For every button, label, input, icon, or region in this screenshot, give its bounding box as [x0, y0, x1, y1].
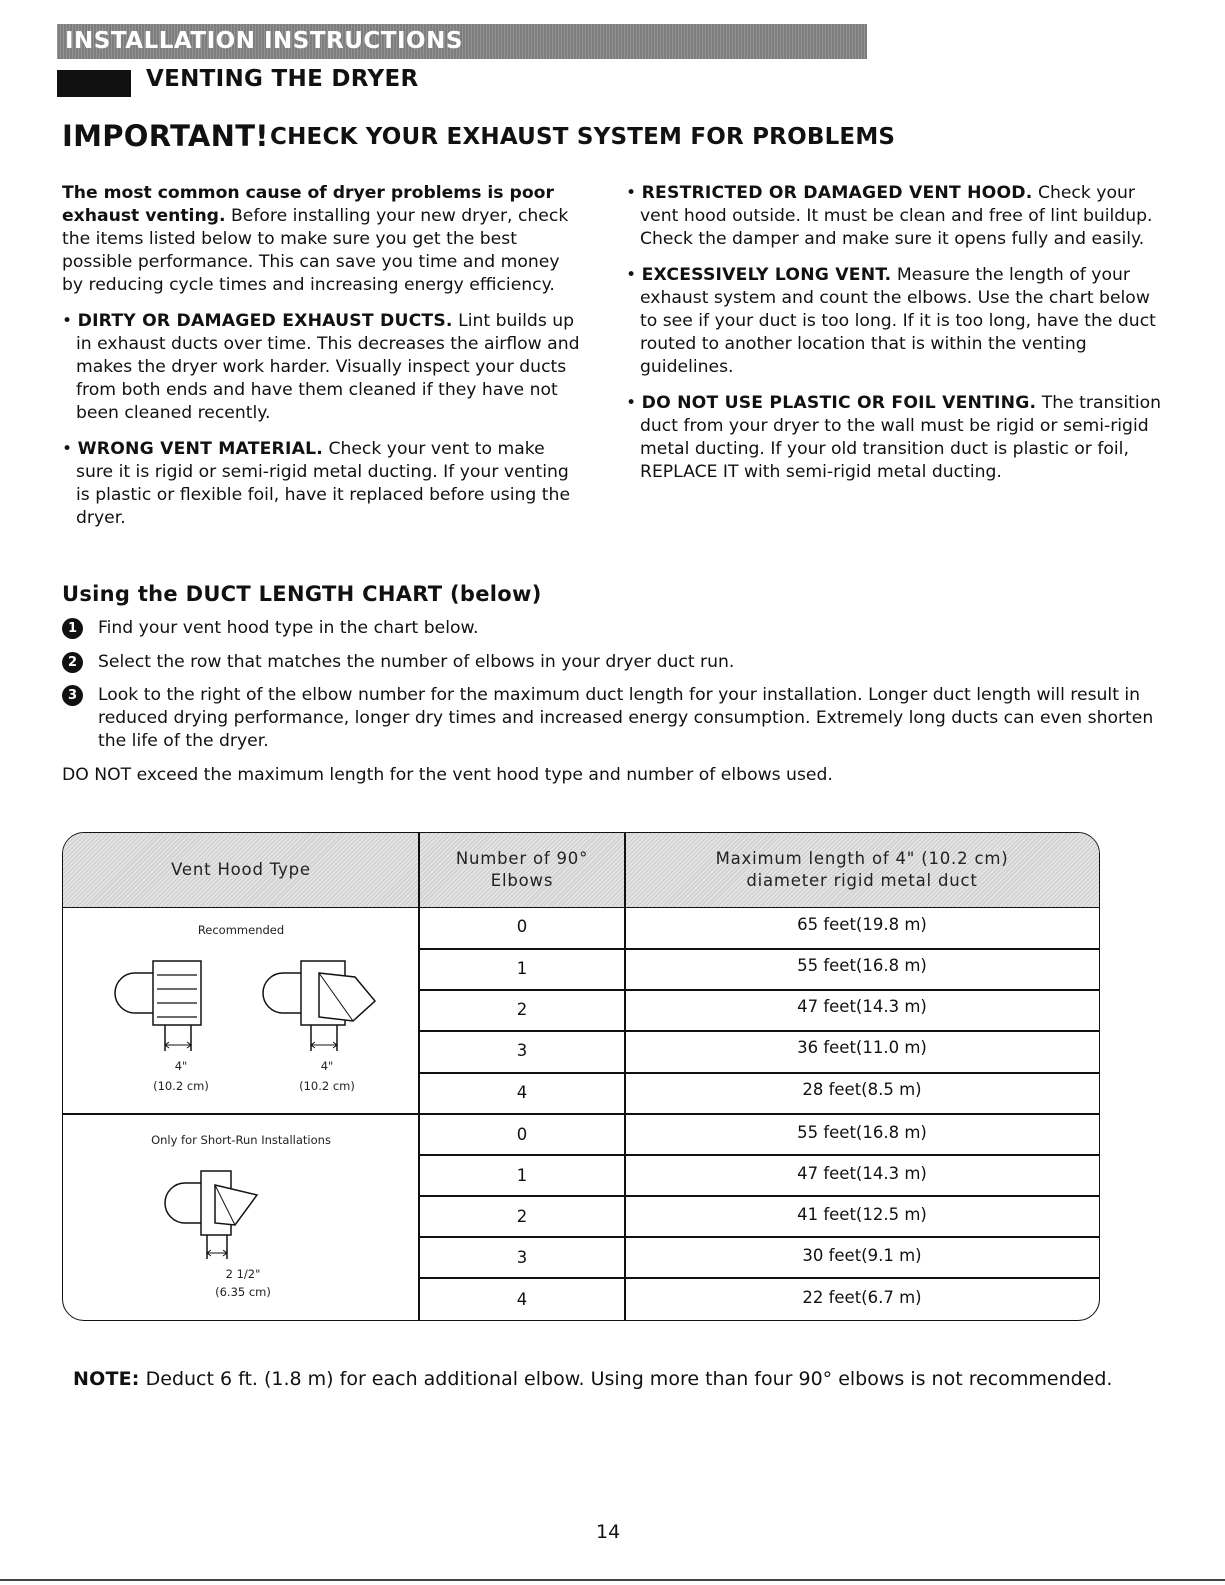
intro-bold: The most common cause of dryer problems is poor exhaust venting.: [62, 183, 554, 226]
length-cell: 55 feet(16.8 m): [797, 956, 927, 975]
bullet-text: Measure the length of your exhaust system and count the elbows. Use the chart below to see if your duct is too long. If it is too long, have the duct routed to another location that is within the venting guidelines.: [640, 265, 1156, 377]
elbows-cell: 4: [516, 1290, 528, 1309]
length-cell: 28 feet(8.5 m): [802, 1080, 922, 1099]
step-text: Find your vent hood type in the chart below.: [98, 618, 479, 638]
bullet-text: Check your vent hood outside. It must be clean and free of lint buildup. Check the damper and make sure it opens fully and easily.: [640, 183, 1153, 249]
note-label: NOTE:: [73, 1368, 140, 1390]
bullet-title: RESTRICTED OR DAMAGED VENT HOOD.: [641, 183, 1033, 203]
elbows-cell: 0: [516, 1125, 528, 1144]
duct-length-table: [62, 832, 1100, 1321]
elbows-cell: 1: [516, 1166, 528, 1185]
bullet-wrong-material: • WRONG VENT MATERIAL. Check your vent to make sure it is rigid or semi-rigid metal ducting. If your venting is plastic or flexible foil, have it replaced before using the dryer.: [62, 439, 571, 528]
row-divider: [419, 1236, 1099, 1238]
left-column: [62, 182, 582, 543]
length-cell: 22 feet(6.7 m): [802, 1288, 922, 1307]
dim-size: 4": [174, 1059, 188, 1073]
bullet-text: Check your vent to make sure it is rigid or semi-rigid metal ducting. If your venting is plastic or flexible foil, have it replaced before using the dryer.: [76, 439, 571, 528]
step-text: Select the row that matches the number of elbows in your dryer duct run.: [98, 652, 735, 672]
elbows-cell: 3: [516, 1248, 528, 1267]
group-label-short-run: Only for Short-Run Installations: [151, 1133, 331, 1147]
length-cell: 47 feet(14.3 m): [797, 1164, 927, 1183]
using-suffix: (below): [442, 582, 542, 606]
row-divider: [419, 1154, 1099, 1156]
section-title: VENTING THE DRYER: [146, 66, 419, 92]
step-number-icon: 1: [62, 618, 83, 639]
bullet-text: The transition duct from your dryer to the wall must be rigid or semi-rigid metal ducting. If your old transition duct is plastic or foil, REPLACE IT with semi-rigid metal ducting.: [640, 393, 1162, 482]
length-cell: 55 feet(16.8 m): [797, 1123, 927, 1142]
right-column: [626, 182, 1171, 497]
bullet-title: DO NOT USE PLASTIC OR FOIL VENTING.: [641, 393, 1037, 413]
do-not-exceed-warning: DO NOT exceed the maximum length for the vent hood type and number of elbows used.: [62, 765, 833, 785]
row-divider: [419, 948, 1099, 950]
section-marker: [57, 70, 131, 97]
step-text: Look to the right of the elbow number for the maximum duct length for your installation. Longer duct length will result in reduced drying performance, longer dry times and increased energy consumption. Extremely long ducts can even shorten the life of the dryer.: [98, 685, 1154, 751]
length-cell: 30 feet(9.1 m): [802, 1246, 922, 1265]
step-1: [62, 617, 1177, 640]
using-bold: DUCT LENGTH CHART: [185, 582, 443, 606]
note: [73, 1368, 1112, 1390]
row-divider: [419, 1072, 1099, 1074]
bullet-title: DIRTY OR DAMAGED EXHAUST DUCTS.: [77, 311, 453, 331]
intro-paragraph: [62, 182, 582, 297]
header-max-length: Maximum length of 4" (10.2 cm) diameter rigid metal duct: [715, 849, 1009, 890]
elbows-cell: 2: [516, 1207, 528, 1226]
dim-metric: (10.2 cm): [153, 1079, 209, 1093]
bullet-text: Lint builds up in exhaust ducts over time. This decreases the airflow and makes the dryer work harder. Visually inspect your ducts from both ends and have them cleaned if they have not been cleaned recently.: [76, 311, 580, 423]
step-number-icon: 2: [62, 652, 83, 673]
dim-metric: (6.35 cm): [215, 1285, 271, 1299]
bullet-no-plastic: • DO NOT USE PLASTIC OR FOIL VENTING. The transition duct from your dryer to the wall must be rigid or semi-rigid metal ducting. If your old transition duct is plastic or foil, REPLACE IT with semi-rigid metal ducting.: [626, 393, 1162, 482]
bullet-title: EXCESSIVELY LONG VENT.: [641, 265, 892, 285]
header-elbows: Number of 90° Elbows: [455, 849, 589, 890]
table-header: [63, 833, 1099, 908]
bullet-long-vent: • EXCESSIVELY LONG VENT. Measure the length of your exhaust system and count the elbows. Use the chart below to see if your duct is too long. If it is too long, have the duct routed to another location that is within the venting guidelines.: [626, 265, 1156, 377]
elbows-cell: 1: [516, 959, 528, 978]
row-divider: [419, 1030, 1099, 1032]
louvered-vent-hood-icon: [103, 951, 413, 1061]
row-divider: [419, 989, 1099, 991]
elbows-cell: 0: [516, 917, 528, 936]
group-divider: [63, 1113, 1099, 1115]
step-2: [62, 651, 1177, 674]
group-label-recommended: Recommended: [197, 923, 285, 937]
length-cell: 65 feet(19.8 m): [797, 915, 927, 934]
elbows-cell: 4: [516, 1083, 528, 1102]
column-divider: [418, 833, 420, 1320]
footer-rule: [0, 1579, 1225, 1581]
elbows-cell: 3: [516, 1041, 528, 1060]
length-cell: 47 feet(14.3 m): [797, 997, 927, 1016]
dim-metric: (10.2 cm): [299, 1079, 355, 1093]
dim-size: 4": [320, 1059, 334, 1073]
bullet-title: WRONG VENT MATERIAL.: [77, 439, 323, 459]
bullet-vent-hood: • RESTRICTED OR DAMAGED VENT HOOD. Check your vent hood outside. It must be clean and free of lint buildup. Check the damper and make sure it opens fully and easily.: [626, 183, 1153, 249]
dim-size: 2 1/2": [225, 1267, 261, 1281]
using-prefix: Using the: [62, 582, 186, 606]
elbows-cell: 2: [516, 1000, 528, 1019]
wide-mouth-vent-hood-icon: [163, 1163, 323, 1263]
row-divider: [419, 1277, 1099, 1279]
step-3: [62, 684, 1177, 753]
important-heading: IMPORTANT!: [62, 119, 269, 153]
step-number-icon: 3: [62, 685, 83, 706]
row-divider: [419, 1195, 1099, 1197]
page-number: 14: [596, 1521, 621, 1543]
chart-usage-heading: [62, 582, 542, 606]
banner-title: INSTALLATION INSTRUCTIONS: [65, 28, 463, 54]
header-vent-hood-type: Vent Hood Type: [171, 860, 311, 879]
note-text: Deduct 6 ft. (1.8 m) for each additional elbow. Using more than four 90° elbows is not recommended.: [139, 1368, 1113, 1390]
length-cell: 36 feet(11.0 m): [797, 1038, 927, 1057]
intro-text: Before installing your new dryer, check the items listed below to make sure you get the best possible performance. This can save you time and money by reducing cycle times and increasing energy efficiency.: [62, 206, 569, 295]
important-subheading: CHECK YOUR EXHAUST SYSTEM FOR PROBLEMS: [270, 124, 896, 150]
bullet-dirty-ducts: • DIRTY OR DAMAGED EXHAUST DUCTS. Lint builds up in exhaust ducts over time. This decreases the airflow and makes the dryer work harder. Visually inspect your ducts from both ends and have them cleaned if they have not been cleaned recently.: [62, 311, 580, 423]
section-banner: [57, 24, 867, 59]
length-cell: 41 feet(12.5 m): [797, 1205, 927, 1224]
